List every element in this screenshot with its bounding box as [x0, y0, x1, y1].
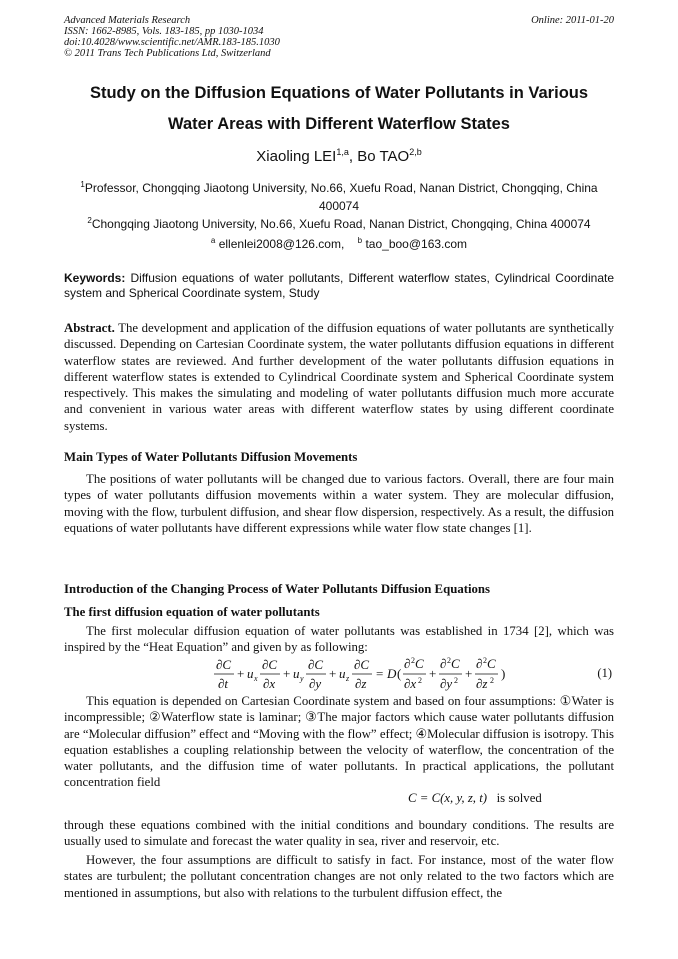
keywords-label: Keywords: — [64, 271, 126, 285]
abstract — [64, 320, 614, 434]
svg-text:D: D — [387, 666, 397, 681]
svg-text:2: 2 — [483, 656, 487, 665]
svg-text:2: 2 — [447, 656, 451, 665]
author-list — [0, 147, 678, 165]
affiliation-2 — [64, 212, 614, 233]
svg-text:2: 2 — [454, 676, 458, 685]
concentration-field-expression — [408, 791, 614, 806]
affiliation-2-mark: 2 — [87, 216, 92, 225]
svg-text:+: + — [329, 666, 337, 681]
affiliation-2-text: Chongqing Jiaotong University, No.66, Xuefu Road, Nanan District, Chongqing, China 400074 — [91, 217, 591, 231]
equation-number: (1) — [597, 666, 612, 680]
email-a-mark: a — [210, 236, 216, 245]
svg-text:∂: ∂ — [404, 656, 411, 671]
subsection-heading-first: The first diffusion equation of water pollutants — [64, 605, 320, 619]
field-tail-text: is solved — [496, 791, 542, 805]
svg-text:∂C: ∂C — [308, 657, 324, 672]
svg-text:u: u — [247, 666, 254, 681]
svg-text:2: 2 — [490, 676, 494, 685]
title-line-1: Study on the Diffusion Equations of Water Pollutants in Various — [89, 84, 589, 102]
paragraph-however: However, the four assumptions are difficult to satisfy in fact. For instance, most of the water flow states are turbulent; the pollutant concentration changes are not only related to the two factors which are mentioned in assumptions, but also with relations to the turbulent diffusion effect, the — [64, 853, 614, 900]
email-line — [0, 236, 678, 251]
svg-text:C: C — [415, 656, 424, 671]
svg-text:∂: ∂ — [476, 656, 483, 671]
svg-text:): ) — [501, 666, 506, 681]
svg-text:(: ( — [397, 666, 402, 681]
section-heading-intro: Introduction of the Changing Process of Water Pollutants Diffusion Equations — [64, 582, 491, 596]
doi-line: doi:10.4028/www.scientific.net/AMR.183-185.1030 — [64, 37, 280, 48]
svg-text:y: y — [300, 674, 304, 683]
svg-text:∂: ∂ — [440, 656, 447, 671]
svg-text:∂y: ∂y — [309, 676, 322, 691]
diffusion-equation — [210, 656, 510, 694]
paragraph-first: The first molecular diffusion equation of water pollutants was established in 1734 [2], which was inspired by the “Heat Equation” and given by as following: — [64, 624, 614, 655]
section-heading-main-types: Main Types of Water Pollutants Diffusion Movements — [64, 450, 358, 464]
keywords — [64, 271, 614, 301]
copyright-line: © 2011 Trans Tech Publications Ltd, Switzerland — [64, 48, 271, 59]
svg-text:C: C — [451, 656, 460, 671]
svg-text:=: = — [376, 666, 384, 681]
svg-text:+: + — [283, 666, 291, 681]
svg-text:+: + — [465, 666, 473, 681]
title-line-2: Water Areas with Different Waterflow States — [168, 115, 510, 133]
svg-text:∂x: ∂x — [404, 676, 417, 691]
paper-title — [60, 78, 618, 140]
svg-text:∂x: ∂x — [263, 676, 276, 691]
svg-text:∂z: ∂z — [355, 676, 367, 691]
svg-text:x: x — [254, 674, 258, 683]
issn-line: ISSN: 1662-8985, Vols. 183-185, pp 1030-1034 — [64, 26, 264, 37]
journal-header — [64, 15, 280, 59]
svg-text:∂z: ∂z — [476, 676, 488, 691]
journal-name: Advanced Materials Research — [64, 15, 191, 26]
author-1-affil: 1,a — [336, 147, 349, 157]
svg-text:z: z — [346, 674, 350, 683]
email-b[interactable]: tao_boo@163.com — [365, 237, 468, 251]
online-date: Online: 2011-01-20 — [531, 15, 614, 26]
svg-text:u: u — [339, 666, 346, 681]
svg-text:∂y: ∂y — [440, 676, 453, 691]
svg-text:2: 2 — [411, 656, 415, 665]
author-separator: , — [348, 148, 358, 165]
svg-text:2: 2 — [418, 676, 422, 685]
svg-text:∂C: ∂C — [262, 657, 278, 672]
paragraph-equation-description: This equation is depended on Cartesian Coordinate system and based on four assumptions: ①Water is incompressible; ②Waterflow state is laminar; ③The major factors which cause water pollutants diffusion are “Molecular diffusion” effect and “Moving with the flow” effect; ④Molecular diffusion is isotropy. This equation establishes a coupling relationship between the velocity of waterflow, the concentration of the water pollutants, and the diffusion time of water pollutants. In practical applications, the pollutant concentration field — [64, 694, 614, 790]
paragraph-results: through these equations combined with the initial conditions and boundary conditions. The results are usually used to simulate and forecast the water quality in sea, river and reservoir, etc. — [64, 818, 614, 849]
svg-text:∂C: ∂C — [354, 657, 370, 672]
keywords-text: Diffusion equations of water pollutants, Different waterflow states, Cylindrical Coordinate system and Spherical Coordinate system, Study — [64, 271, 614, 300]
svg-text:u: u — [293, 666, 300, 681]
author-1: Xiaoling LEI — [256, 148, 337, 165]
field-expression: C = C(x, y, z, t) — [408, 791, 488, 805]
svg-text:C: C — [487, 656, 496, 671]
abstract-text: The development and application of the diffusion equations of water pollutants are synthetically discussed. Depending on Cartesian Coordinate system, the water pollutants diffusion equations in different waterflow states are reviewed. And further development of the water pollutants diffusion equations in different waterflow states is extended to Cylindrical Coordinate system and Spherical Coordinate system respectively. This makes the simulating and modeling of water pollutants diffusion much more accurate and convenient in various water areas with different waterflow states by using different coordinate systems. — [64, 321, 615, 433]
svg-text:∂C: ∂C — [216, 657, 232, 672]
affiliation-1-text: Professor, Chongqing Jiaotong University, No.66, Xuefu Road, Nanan District, Chongqing, China 400074 — [84, 181, 598, 213]
affiliation-1-mark: 1 — [80, 180, 85, 189]
paragraph-main-types: The positions of water pollutants will be changed due to various factors. Overall, there are four main types of water pollutants diffusion movements within a water system. They are molecular diffusion, moving with the flow, turbulent diffusion, and shear flow dispersion, respectively. As a result, the diffusion equations of water pollutants have different expressions while water flow state changes [1]. — [64, 472, 614, 535]
abstract-label: Abstract. — [64, 321, 115, 335]
email-a[interactable]: ellenlei2008@126.com, — [218, 237, 345, 251]
author-2: Bo TAO — [357, 148, 410, 165]
svg-text:+: + — [237, 666, 245, 681]
author-2-affil: 2,b — [409, 147, 422, 157]
email-b-mark: b — [357, 236, 363, 245]
affiliation-1 — [64, 176, 614, 215]
svg-text:+: + — [429, 666, 437, 681]
svg-text:∂t: ∂t — [218, 676, 229, 691]
